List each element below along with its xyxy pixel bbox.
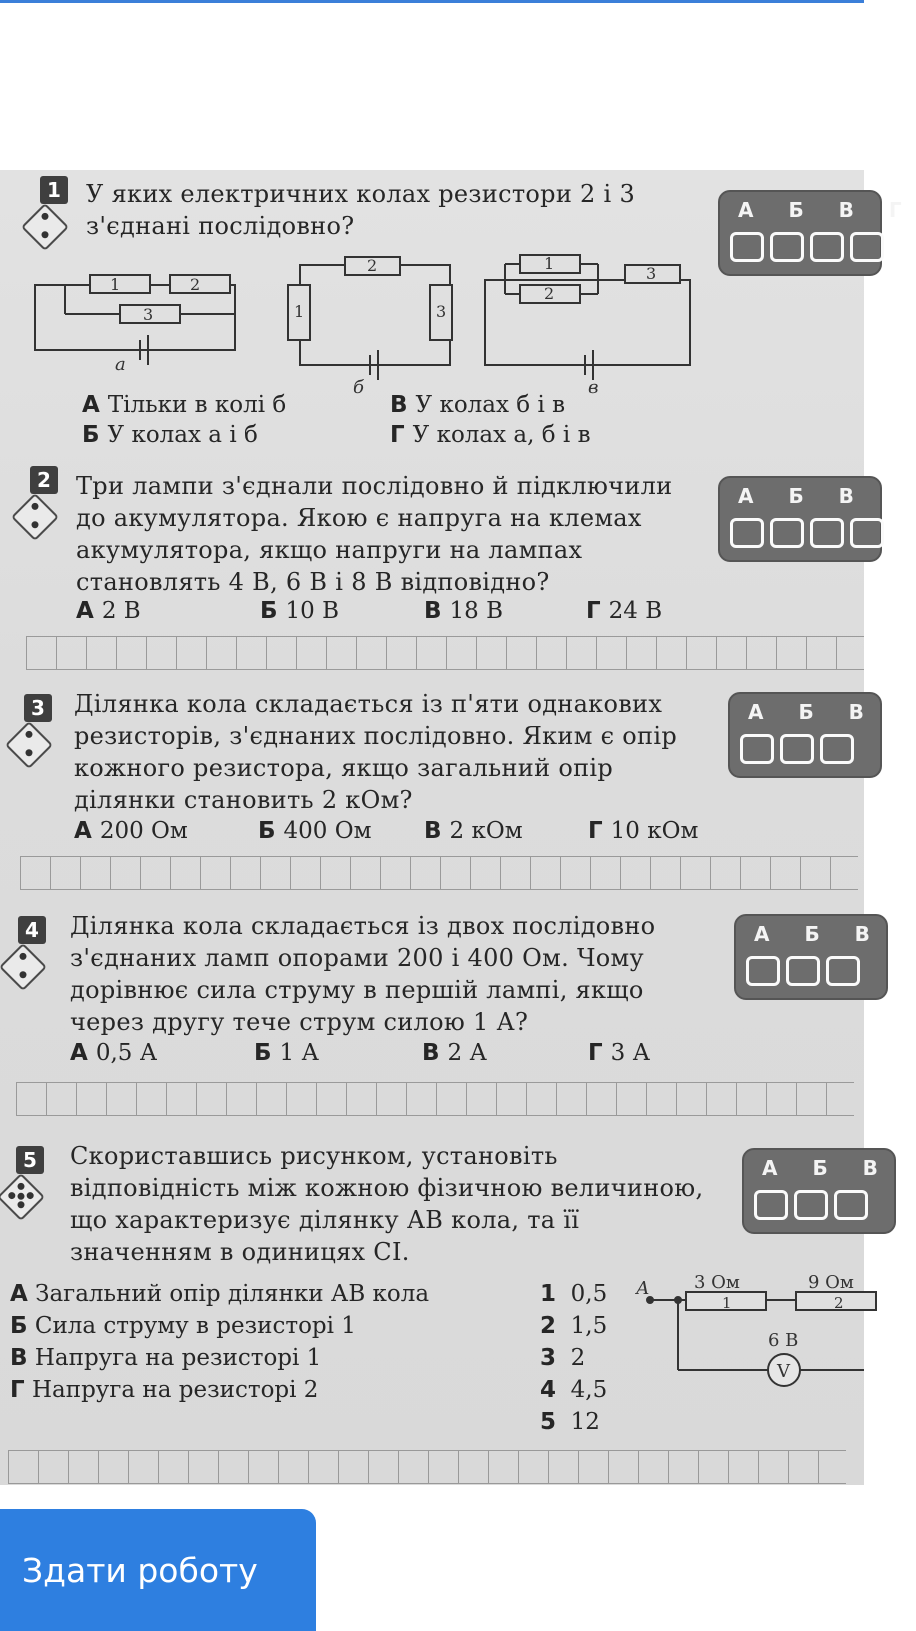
answer-box-4: А Б В bbox=[734, 914, 888, 1000]
answer-cell[interactable] bbox=[746, 956, 780, 986]
difficulty-dice-icon bbox=[0, 1173, 45, 1221]
submit-work-button[interactable]: Здати роботу bbox=[0, 1509, 316, 1631]
question-5-number: 5 bbox=[16, 1146, 44, 1174]
question-1-text: У яких електричних колах резистори 2 і 3 з'єднані послідовно? bbox=[86, 180, 636, 240]
question-4-answer-b: Б 1 А bbox=[254, 1040, 319, 1066]
voltage-label: 6 В bbox=[768, 1330, 799, 1351]
question-4-text: Ділянка кола складається із двох послідовно з'єднаних ламп опорами 200 і 400 Ом. Чому дорівнює сила струму в першій лампі, якщо через другу тече струм силою 1 А? bbox=[70, 912, 656, 1036]
question-4-answer-a: А 0,5 А bbox=[70, 1040, 158, 1066]
answer-cell[interactable] bbox=[754, 1190, 788, 1220]
question-4-answer-v: В 2 А bbox=[422, 1040, 487, 1066]
answer-cell[interactable] bbox=[810, 232, 844, 262]
question-1-answer-g: Г У колах а, б і в bbox=[390, 422, 591, 448]
resistor-2-label: 2 bbox=[367, 256, 378, 275]
question-2-answer-g: Г 24 В bbox=[586, 598, 663, 624]
question-5-text: Скориставшись рисунком, установіть відповідність між кожною фізичною величиною, що характеризує ділянку АВ кола, та її значенням в одиницях СІ. bbox=[70, 1142, 704, 1266]
answer-cell[interactable] bbox=[730, 232, 764, 262]
q5-right-list bbox=[540, 1278, 607, 1438]
question-3-text: Ділянка кола складається із п'яти однакових резисторів, з'єднаних послідовно. Яким є опір кожного резистора, якщо загальний опір ділянки становить 2 кОм? bbox=[74, 690, 677, 814]
answer-cell[interactable] bbox=[850, 232, 884, 262]
answer-cell[interactable] bbox=[794, 1190, 828, 1220]
answer-box-5: А Б В bbox=[742, 1148, 896, 1234]
answer-cell[interactable] bbox=[730, 518, 764, 548]
list-item: 1 0,5 bbox=[540, 1281, 608, 1307]
question-1-answer-a: А Тільки в колі б bbox=[82, 392, 287, 418]
question-3-answer-g: Г 10 кОм bbox=[588, 818, 699, 844]
question-1-answer-b: Б У колах а і б bbox=[82, 422, 258, 448]
answer-cell[interactable] bbox=[834, 1190, 868, 1220]
question-1-number: 1 bbox=[40, 176, 68, 204]
list-item: А Загальний опір ділянки АВ кола bbox=[10, 1281, 430, 1307]
list-item: Б Сила струму в резисторі 1 bbox=[10, 1313, 356, 1339]
q5-circuit bbox=[636, 1270, 864, 1410]
list-item: 4 4,5 bbox=[540, 1377, 608, 1403]
question-1-answer-v: В У колах б і в bbox=[390, 392, 566, 418]
resistor-1-label: 1 bbox=[544, 254, 555, 273]
answer-box-3: А Б В bbox=[728, 692, 882, 778]
answer-box-2: А Б В bbox=[718, 476, 882, 562]
diagram-label-b: б bbox=[353, 377, 364, 398]
question-3-answer-a: А 200 Ом bbox=[74, 818, 188, 844]
difficulty-dice-icon bbox=[0, 943, 47, 991]
answer-cell[interactable] bbox=[820, 734, 854, 764]
voltmeter-icon: V bbox=[777, 1361, 790, 1382]
q5-left-list bbox=[10, 1278, 429, 1406]
resistor-3-label: 3 bbox=[436, 302, 447, 321]
resistor-3-label: 3 bbox=[143, 305, 154, 324]
answer-cell[interactable] bbox=[770, 232, 804, 262]
diagram-label-a: а bbox=[115, 354, 126, 375]
difficulty-dice-icon bbox=[11, 493, 59, 541]
difficulty-dice-icon bbox=[5, 721, 53, 769]
list-item: Г Напруга на резисторі 2 bbox=[10, 1377, 319, 1403]
r2-label: 2 bbox=[834, 1294, 844, 1312]
resistor-2-label: 2 bbox=[544, 284, 555, 303]
question-2-answer-v: В 18 В bbox=[424, 598, 504, 624]
question-2-number: 2 bbox=[30, 466, 58, 494]
circuit-diagrams bbox=[30, 254, 730, 398]
point-a-label: А bbox=[636, 1278, 650, 1299]
work-grid bbox=[20, 856, 858, 890]
list-item: 3 2 bbox=[540, 1345, 586, 1371]
work-grid bbox=[16, 1082, 854, 1116]
question-2-text: Три лампи з'єднали послідовно й підключили до акумулятора. Якою є напруга на клемах акумулятора, якщо напруги на лампах становлять 4 В, 6 В і 8 В відповідно? bbox=[76, 472, 673, 596]
question-3-number: 3 bbox=[24, 694, 52, 722]
list-item: 2 1,5 bbox=[540, 1313, 608, 1339]
answer-cell[interactable] bbox=[850, 518, 884, 548]
r1-label: 1 bbox=[722, 1294, 732, 1312]
answer-cell[interactable] bbox=[810, 518, 844, 548]
resistor-1-label: 1 bbox=[294, 302, 305, 321]
answer-cell[interactable] bbox=[740, 734, 774, 764]
work-grid bbox=[8, 1450, 846, 1484]
work-grid bbox=[26, 636, 864, 670]
r1-value: 3 Ом bbox=[694, 1272, 740, 1293]
answer-cell[interactable] bbox=[770, 518, 804, 548]
list-item: В Напруга на резисторі 1 bbox=[10, 1345, 322, 1371]
diagram-label-c: в bbox=[588, 377, 599, 398]
answer-cell[interactable] bbox=[826, 956, 860, 986]
question-2-answer-a: А 2 В bbox=[76, 598, 141, 624]
resistor-3-label: 3 bbox=[646, 264, 657, 283]
question-2-answer-b: Б 10 В bbox=[260, 598, 340, 624]
list-item: 5 12 bbox=[540, 1409, 600, 1435]
difficulty-dice-icon bbox=[21, 203, 69, 251]
answer-box-1: А Б В Г bbox=[718, 190, 882, 276]
question-3-answer-b: Б 400 Ом bbox=[258, 818, 372, 844]
top-accent-line bbox=[0, 0, 864, 3]
r2-value: 9 Ом bbox=[808, 1272, 854, 1293]
answer-cell[interactable] bbox=[780, 734, 814, 764]
question-3-answer-v: В 2 кОм bbox=[424, 818, 523, 844]
question-4-answer-g: Г 3 А bbox=[588, 1040, 651, 1066]
worksheet-photo bbox=[0, 170, 916, 1485]
answer-cell[interactable] bbox=[786, 956, 820, 986]
resistor-2-label: 2 bbox=[190, 275, 201, 294]
resistor-1-label: 1 bbox=[110, 275, 121, 294]
question-4-number: 4 bbox=[18, 916, 46, 944]
